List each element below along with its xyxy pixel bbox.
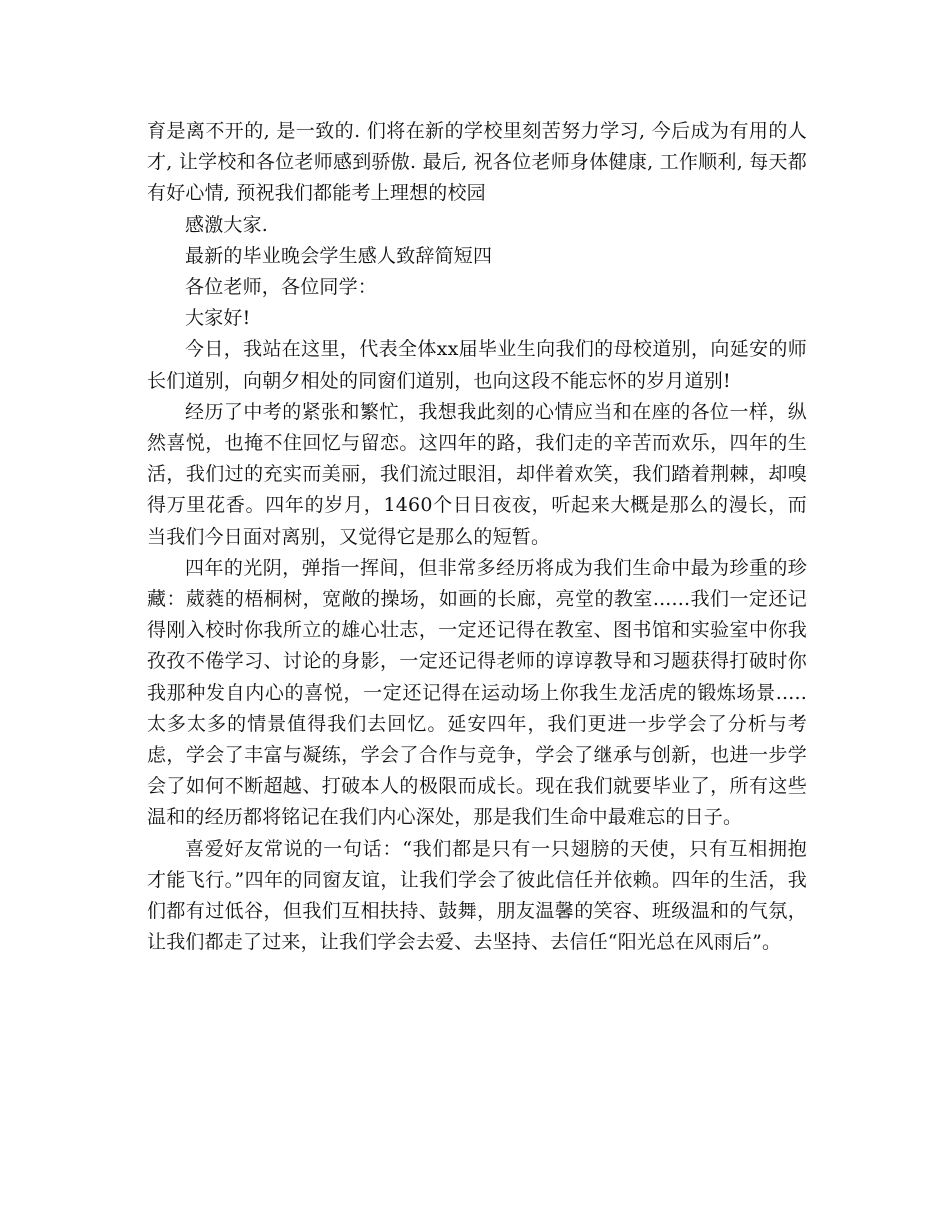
paragraph: 感激大家. <box>185 213 269 236</box>
paragraph: 育是离不开的, 是一致的. 们将在新的学校里刻苦努力学习, 今后成为有用的人才, 让学校和各位老师感到骄傲. 最后, 祝各位老师身体健康, 工作顺利, 每天都有好心情, 预祝我们都能考上理想的校园 <box>147 120 807 205</box>
section-heading: 最新的毕业晚会学生感人致辞简短四 <box>185 244 493 267</box>
paragraph: 四年的光阴，弹指一挥间，但非常多经历将成为我们生命中最为珍重的珍藏：葳蕤的梧桐树，宽敞的操场，如画的长廊，亮堂的教室......我们一定还记得刚入校时你我所立的雄心壮志，一定还记得在教室、图书馆和实验室中你我孜孜不倦学习、讨论的身影，一定还记得老师的谆谆教导和习题获得打破时你我那种发自内心的喜悦，一定还记得在运动场上你我生龙活虎的锻炼场景.....太多太多的情景值得我们去回忆。延安四年，我们更进一步学会了分析与考虑，学会了丰富与凝练，学会了合作与竞争，学会了继承与创新，也进一步学会了如何不断超越、打破本人的极限而成长。现在我们就要毕业了，所有这些温和的经历都将铭记在我们内心深处，那是我们生命中最难忘的日子。 <box>147 556 807 829</box>
paragraph: 喜爱好友常说的一句话：“我们都是只有一只翅膀的天使，只有互相拥抱才能飞行。”四年的同窗友谊，让我们学会了彼此信任并依赖。四年的生活，我们都有过低谷，但我们互相扶持、鼓舞，朋友温馨的笑容、班级温和的气氛，让我们都走了过来，让我们学会去爱、去坚持、去信任“阳光总在风雨后”。 <box>147 837 807 954</box>
salutation: 各位老师，各位同学： <box>185 276 378 299</box>
paragraph: 今日，我站在这里，代表全体xx届毕业生向我们的母校道别，向延安的师长们道别，向朝夕相处的同窗们道别，也向这段不能忘怀的岁月道别! <box>147 338 807 392</box>
document-body <box>147 116 807 958</box>
greeting: 大家好! <box>185 307 251 330</box>
paragraph: 经历了中考的紧张和繁忙，我想我此刻的心情应当和在座的各位一样，纵然喜悦，也掩不住回忆与留恋。这四年的路，我们走的辛苦而欢乐，四年的生活，我们过的充实而美丽，我们流过眼泪，却伴着欢笑，我们踏着荆棘，却嗅得万里花香。四年的岁月，1460个日日夜夜，听起来大概是那么的漫长，而当我们今日面对离别，又觉得它是那么的短暂。 <box>147 400 807 548</box>
